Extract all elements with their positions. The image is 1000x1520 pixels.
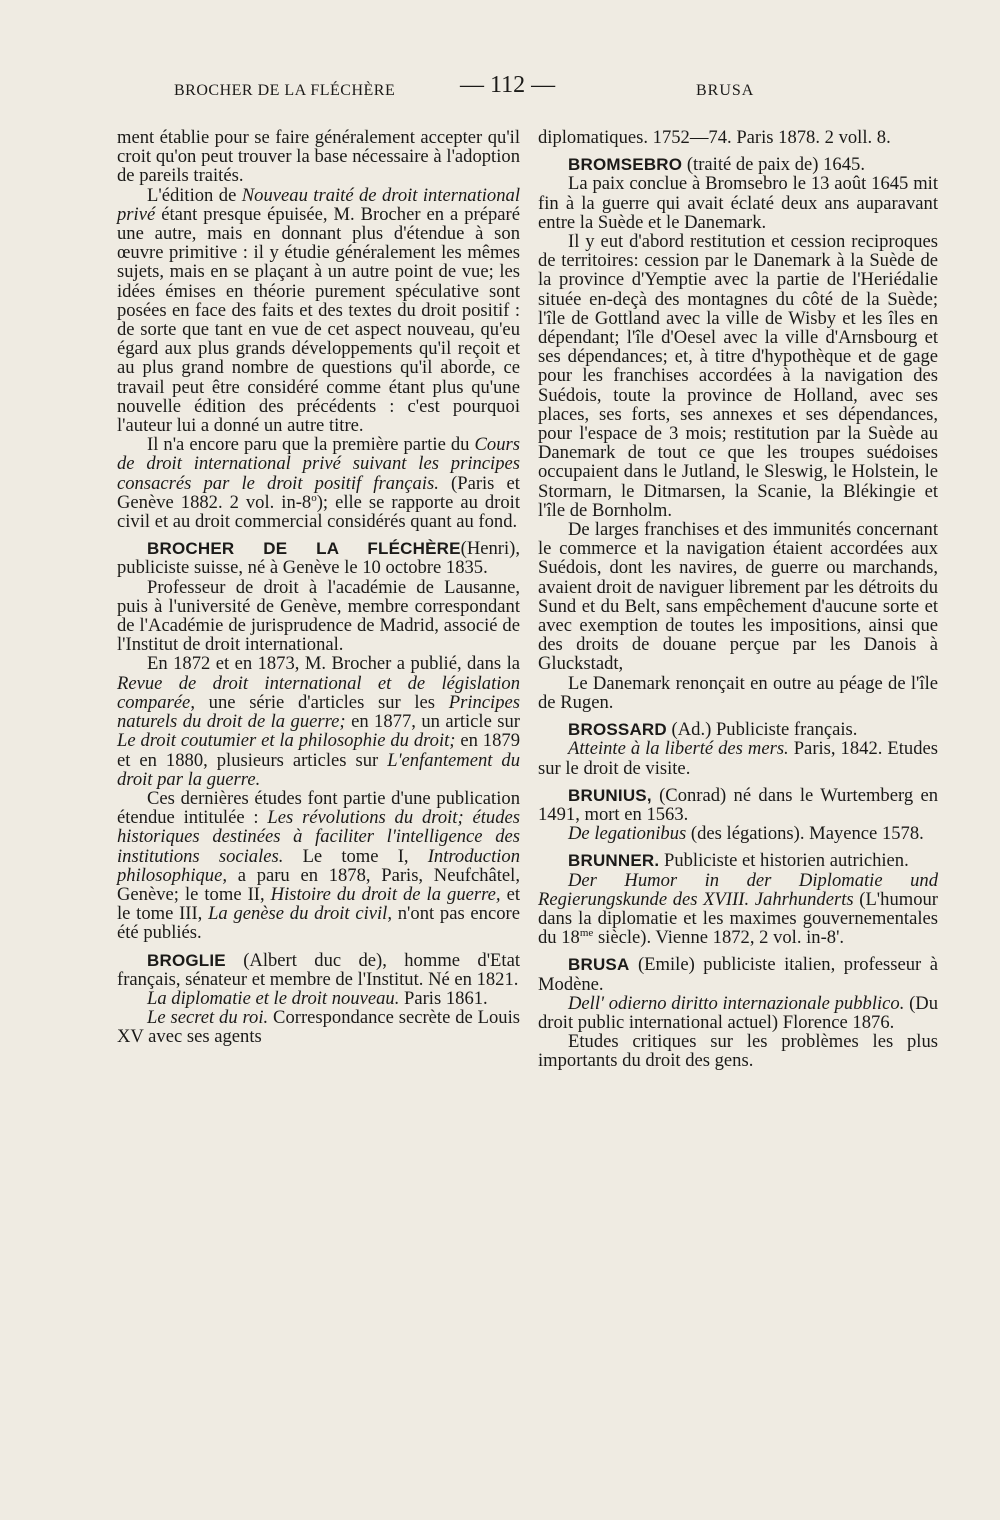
paragraph: Atteinte à la liberté des mers. Paris, 1842. Etudes sur le droit de visite. — [538, 738, 938, 779]
paragraph: Etudes critiques sur les problèmes les plus importants du droit des gens. — [538, 1031, 938, 1072]
entry-heading: BRUNIUS, (Conrad) né dans le Wurtemberg en 1491, mort en 1563. — [538, 784, 938, 825]
paragraph: Le Danemark renonçait en outre au péage de l'île de Rugen. — [538, 672, 938, 713]
headword: BRUNIUS, — [568, 785, 652, 805]
entry-heading: BROCHER DE LA FLÉCHÈRE(Henri), publiciste suisse, né à Genève le 10 octobre 1835. — [117, 538, 520, 579]
paragraph: La paix conclue à Bromsebro le 13 août 1645 mit fin à la guerre qui avait éclaté deux ans auparavant entre la Suède et le Danemark. — [538, 173, 938, 233]
dictionary-entry — [538, 955, 938, 1070]
headword: BROGLIE — [147, 950, 226, 970]
paragraph: Il y eut d'abord restitution et cession reciproques de territoires: cession par le Danemark à la Suède de la province d'Yemptie avec la partie de l'Heriédalie située en-deçà des montagnes du côté de la Suède; l'île de Gottland avec la ville de Wisby et les îles en dépendant; l'île d'Oesel avec la ville d'Arnsbourg et ses dépendances; et, à titre d'hypothèque et de gage pour les franchises accordées à la navigation des Suédois, toute la province de Holland, avec ses places, ses forts, ses annexes et ses dépendances, pour l'espace de 3 mois; restitution par la Suède au Danemark de tout ce que les troupes suédoises occupaient dans le Jutland, le Sleswig, le Holstein, le Stormarn, le Ditmarsen, la Scanie, la Blékingie et l'île de Bornholm. — [538, 231, 938, 521]
dictionary-entry — [117, 951, 520, 1047]
paragraph: diplomatiques. 1752—74. Paris 1878. 2 voll. 8. — [538, 127, 891, 148]
entry-heading: BRUSA (Emile) publiciste italien, professeur à Modène. — [538, 954, 938, 995]
paragraph: Der Humor in der Diplomatie und Regierungskunde des XVIII. Jahrhunderts (L'humour dans la diplomatie et les maximes gouvernementales du $18^{me}$ siècle). Vienne 1872, 2 vol. in-8'. — [538, 869, 938, 949]
dictionary-entry — [538, 786, 938, 844]
entry-heading: BROGLIE (Albert duc de), homme d'Etat français, sénateur et membre de l'Institut. Né en 1821. — [117, 949, 520, 990]
header-right-headword: BRUSA — [696, 82, 755, 99]
paragraph: De legationibus (des légations). Mayence 1578. — [568, 823, 924, 845]
dictionary-entry — [538, 155, 938, 712]
paragraph: Le secret du roi. Correspondance secrète de Louis XV avec ses agents — [117, 1007, 521, 1048]
paragraph: Dell' odierno diritto internazionale pubblico. (Du droit public international actuel) Florence 1876. — [538, 992, 938, 1033]
paragraph: La diplomatie et le droit nouveau. Paris 1861. — [147, 987, 488, 1009]
paragraph: En 1872 et en 1873, M. Brocher a publié, dans la Revue de droit international et de législation comparée, une série d'articles sur les Principes naturels du droit de la guerre; en 1877, un article sur Le droit coutumier et la philosophie du droit; en 1879 et en 1880, plusieurs articles sur L'enfantement du droit par la guerre. — [117, 653, 520, 790]
paragraph: ment établie pour se faire généralement accepter qu'il croit qu'on peut trouver la base nécessaire à l'adoption de pareils traités. — [117, 127, 520, 187]
page-number: — 112 — — [460, 72, 556, 98]
headword: BROCHER DE LA FLÉCHÈRE — [147, 539, 461, 559]
paragraph: Professeur de droit à l'académie de Lausanne, puis à l'université de Genève, membre correspondant de l'Académie de jurisprudence de Madrid, associé de l'Institut de droit international. — [117, 576, 520, 656]
header-left-headword: BROCHER DE LA FLÉCHÈRE — [174, 82, 396, 99]
right-column — [538, 128, 938, 1071]
headword: BROMSEBRO — [568, 155, 683, 175]
dictionary-entry — [538, 851, 938, 947]
headword: BRUNNER. — [568, 851, 660, 871]
left-column — [117, 128, 520, 1047]
paragraph: L'édition de Nouveau traité de droit international privé étant presque épuisée, M. Brocher en a préparé une autre, mais en donnant plus d'étendue à son œuvre primitive : il y étudie généralement les mêmes sujets, mais en se plaçant à un autre point de vue; les idées émises en théorie purement spéculative sont posées en face des faits et des textes du droit positif : de sorte que tant en vue de cet aspect nouveau, qu'eu égard aux plus grands développements qu'il reçoit et au plus grand nombre de questions qu'il aborde, ce travail peut être considéré comme étant plus qu'une nouvelle édition des précédents : c'est pourquoi l'auteur lui a donné un autre titre. — [117, 184, 520, 437]
paragraph: De larges franchises et des immunités concernant le commerce et la navigation étaient accordées aux Suédois, dont les navires, de guerre ou marchands, avaient droit de naviguer librement par les détroits du Sund et du Belt, sans empêchement d'aucune sorte et avec exemption de toutes les impositions, ainsi que des droits de douane perçue par les Danois à Gluckstadt, — [538, 519, 938, 675]
headword: BRUSA — [568, 955, 630, 975]
running-header — [130, 70, 930, 110]
dictionary-entry — [117, 539, 520, 942]
entry-heading: BROMSEBRO (traité de paix de) 1645. — [568, 154, 865, 176]
entry-heading: BRUNNER. Publiciste et historien autrichien. — [568, 850, 909, 872]
dictionary-entry — [538, 720, 938, 778]
headword: BROSSARD — [568, 720, 667, 740]
paragraph: Ces dernières études font partie d'une publication étendue intitulée : Les révolutions du droit; études historiques destinées à faciliter l'intelligence des institutions sociales. Le tome I, Introduction philosophique, a paru en 1878, Paris, Neufchâtel, Genève; le tome II, Histoire du droit de la guerre, et le tome III, La genèse du droit civil, n'ont pas encore été publiés. — [117, 787, 521, 944]
paragraph: Il n'a encore paru que la première partie du Cours de droit international privé suivant les principes consacrés par le droit positif français. (Paris et Genève 1882. 2 vol. in-8$^o$); elle se rapporte au droit civil et au droit commercial considérés quant au fond. — [117, 434, 520, 533]
entry-heading: BROSSARD (Ad.) Publiciste français. — [568, 719, 858, 741]
